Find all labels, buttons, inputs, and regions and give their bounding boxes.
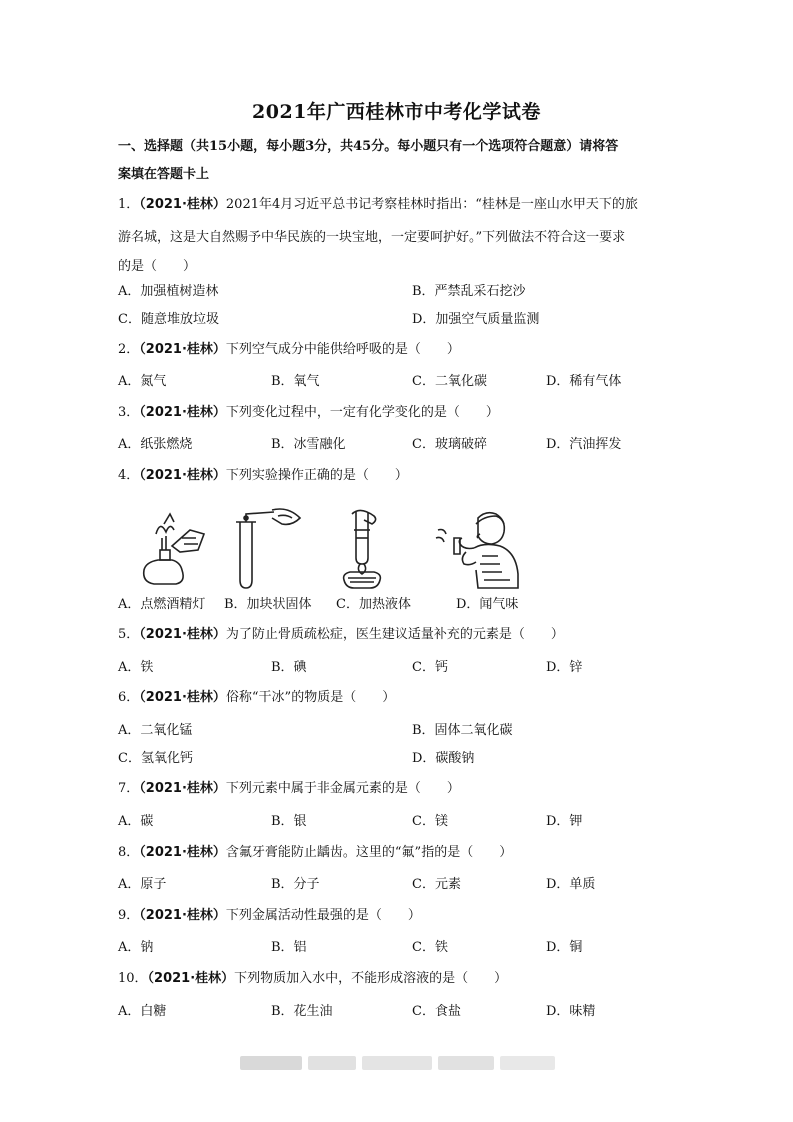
question-number: 7． xyxy=(118,781,140,796)
question-source: （2021·桂林） xyxy=(139,627,226,642)
question-2-option-b[interactable]: B．氧气 xyxy=(271,374,320,389)
question-3-stem xyxy=(118,405,499,421)
question-1-option-b[interactable]: B．严禁乱采石挖沙 xyxy=(412,284,526,299)
question-source: （2021·桂林） xyxy=(139,908,226,923)
question-source: （2021·桂林） xyxy=(139,690,226,705)
question-7-option-d[interactable]: D．钾 xyxy=(546,814,583,829)
question-4-option-a[interactable]: A．点燃酒精灯 xyxy=(118,597,206,612)
blurred-block xyxy=(308,1056,356,1070)
question-number: 3． xyxy=(118,405,140,420)
page-title: 2021年广西桂林市中考化学试卷 xyxy=(252,101,541,123)
question-source: （2021·桂林） xyxy=(139,781,226,796)
question-9-option-d[interactable]: D．铜 xyxy=(546,940,583,955)
question-9-option-b[interactable]: B．铝 xyxy=(271,940,307,955)
question-1-option-a[interactable]: A．加强植树造林 xyxy=(118,284,219,299)
question-10-option-a[interactable]: A．白糖 xyxy=(118,1004,167,1019)
question-2-option-c[interactable]: C．二氧化碳 xyxy=(412,374,487,389)
question-1-line-3: 的是（ ） xyxy=(118,259,197,274)
question-3-option-d[interactable]: D．汽油挥发 xyxy=(546,437,622,452)
blurred-footer-watermark xyxy=(240,1056,555,1072)
question-stem: 下列实验操作正确的是（ ） xyxy=(225,468,408,483)
question-3-option-c[interactable]: C．玻璃破碎 xyxy=(412,437,487,452)
question-6-stem xyxy=(118,690,395,706)
question-1-line-2: 游名城，这是大自然赐予中华民族的一块宝地，一定要呵护好。”下列做法不符合这一要求 xyxy=(118,230,626,245)
question-6-option-d[interactable]: D．碳酸钠 xyxy=(412,751,475,766)
question-7-option-b[interactable]: B．银 xyxy=(271,814,307,829)
question-1-option-d[interactable]: D．加强空气质量监测 xyxy=(412,312,540,327)
question-9-option-c[interactable]: C．铁 xyxy=(412,940,448,955)
question-10-stem xyxy=(118,971,507,987)
question-10-option-c[interactable]: C．食盐 xyxy=(412,1004,461,1019)
question-1-option-c[interactable]: C．随意堆放垃圾 xyxy=(118,312,219,327)
question-2-option-d[interactable]: D．稀有气体 xyxy=(546,374,622,389)
question-stem: 下列元素中属于非金属元素的是（ ） xyxy=(225,781,460,796)
section-heading-line-1: 一、选择题（共15小题，每小题3分，共45分。每小题只有一个选项符合题意）请将答 xyxy=(118,139,619,154)
question-7-stem xyxy=(118,781,460,797)
question-number: 4． xyxy=(118,468,140,483)
question-source: （2021·桂林） xyxy=(139,468,226,483)
question-source: （2021·桂林） xyxy=(139,342,226,357)
question-stem: 含氟牙膏能防止龋齿。这里的“氟”指的是（ ） xyxy=(225,845,513,860)
question-source: （2021·桂林） xyxy=(139,197,226,212)
question-stem: 下列变化过程中，一定有化学变化的是（ ） xyxy=(225,405,499,420)
blurred-block xyxy=(438,1056,494,1070)
question-number: 1． xyxy=(118,197,140,212)
question-stem: 下列金属活动性最强的是（ ） xyxy=(225,908,421,923)
question-number: 9． xyxy=(118,908,140,923)
question-5-option-b[interactable]: B．碘 xyxy=(271,660,307,675)
question-7-option-c[interactable]: C．镁 xyxy=(412,814,448,829)
heating-liquid-icon xyxy=(330,508,394,590)
question-10-option-d[interactable]: D．味精 xyxy=(546,1004,596,1019)
section-heading-line-2: 案填在答题卡上 xyxy=(118,167,210,182)
question-number: 6． xyxy=(118,690,140,705)
question-8-option-c[interactable]: C．元素 xyxy=(412,877,461,892)
question-6-option-b[interactable]: B．固体二氧化碳 xyxy=(412,723,513,738)
test-tube-adding-solid-icon xyxy=(226,508,306,590)
question-2-stem xyxy=(118,342,460,358)
alcohol-lamp-lighting-icon xyxy=(136,508,208,590)
question-8-stem xyxy=(118,845,512,861)
question-stem: 2021年4月习近平总书记考察桂林时指出：“桂林是一座山水甲天下的旅 xyxy=(225,197,638,212)
blurred-block xyxy=(500,1056,555,1070)
question-3-option-b[interactable]: B．冰雪融化 xyxy=(271,437,346,452)
question-stem: 为了防止骨质疏松症，医生建议适量补充的元素是（ ） xyxy=(225,627,564,642)
question-10-option-b[interactable]: B．花生油 xyxy=(271,1004,333,1019)
question-8-option-a[interactable]: A．原子 xyxy=(118,877,167,892)
blurred-block xyxy=(362,1056,432,1070)
question-8-option-d[interactable]: D．单质 xyxy=(546,877,596,892)
question-stem: 下列物质加入水中，不能形成溶液的是（ ） xyxy=(234,971,508,986)
question-4-option-c[interactable]: C．加热液体 xyxy=(336,597,411,612)
question-5-option-c[interactable]: C．钙 xyxy=(412,660,448,675)
question-number: 5． xyxy=(118,627,140,642)
question-source: （2021·桂林） xyxy=(139,845,226,860)
question-4-stem xyxy=(118,468,408,484)
question-source: （2021·桂林） xyxy=(147,971,235,986)
question-2-option-a[interactable]: A．氮气 xyxy=(118,374,167,389)
blurred-block xyxy=(240,1056,302,1070)
question-5-option-d[interactable]: D．锌 xyxy=(546,660,583,675)
question-5-stem xyxy=(118,627,564,643)
question-9-option-a[interactable]: A．钠 xyxy=(118,940,154,955)
question-4-option-d[interactable]: D．闻气味 xyxy=(456,597,519,612)
question-3-option-a[interactable]: A．纸张燃烧 xyxy=(118,437,193,452)
question-1-line-1 xyxy=(118,197,638,213)
question-number: 8． xyxy=(118,845,140,860)
question-6-option-a[interactable]: A．二氧化锰 xyxy=(118,723,193,738)
question-7-option-a[interactable]: A．碳 xyxy=(118,814,154,829)
question-stem: 俗称“干冰”的物质是（ ） xyxy=(225,690,396,705)
question-6-option-c[interactable]: C．氢氧化钙 xyxy=(118,751,193,766)
question-4-option-b[interactable]: B．加块状固体 xyxy=(224,597,312,612)
question-stem: 下列空气成分中能供给呼吸的是（ ） xyxy=(225,342,460,357)
question-number: 2． xyxy=(118,342,140,357)
question-4-figures xyxy=(118,508,538,590)
question-5-option-a[interactable]: A．铁 xyxy=(118,660,154,675)
question-number: 10． xyxy=(118,971,148,986)
smelling-gas-icon xyxy=(430,508,526,590)
question-source: （2021·桂林） xyxy=(139,405,226,420)
question-9-stem xyxy=(118,908,421,924)
question-8-option-b[interactable]: B．分子 xyxy=(271,877,320,892)
